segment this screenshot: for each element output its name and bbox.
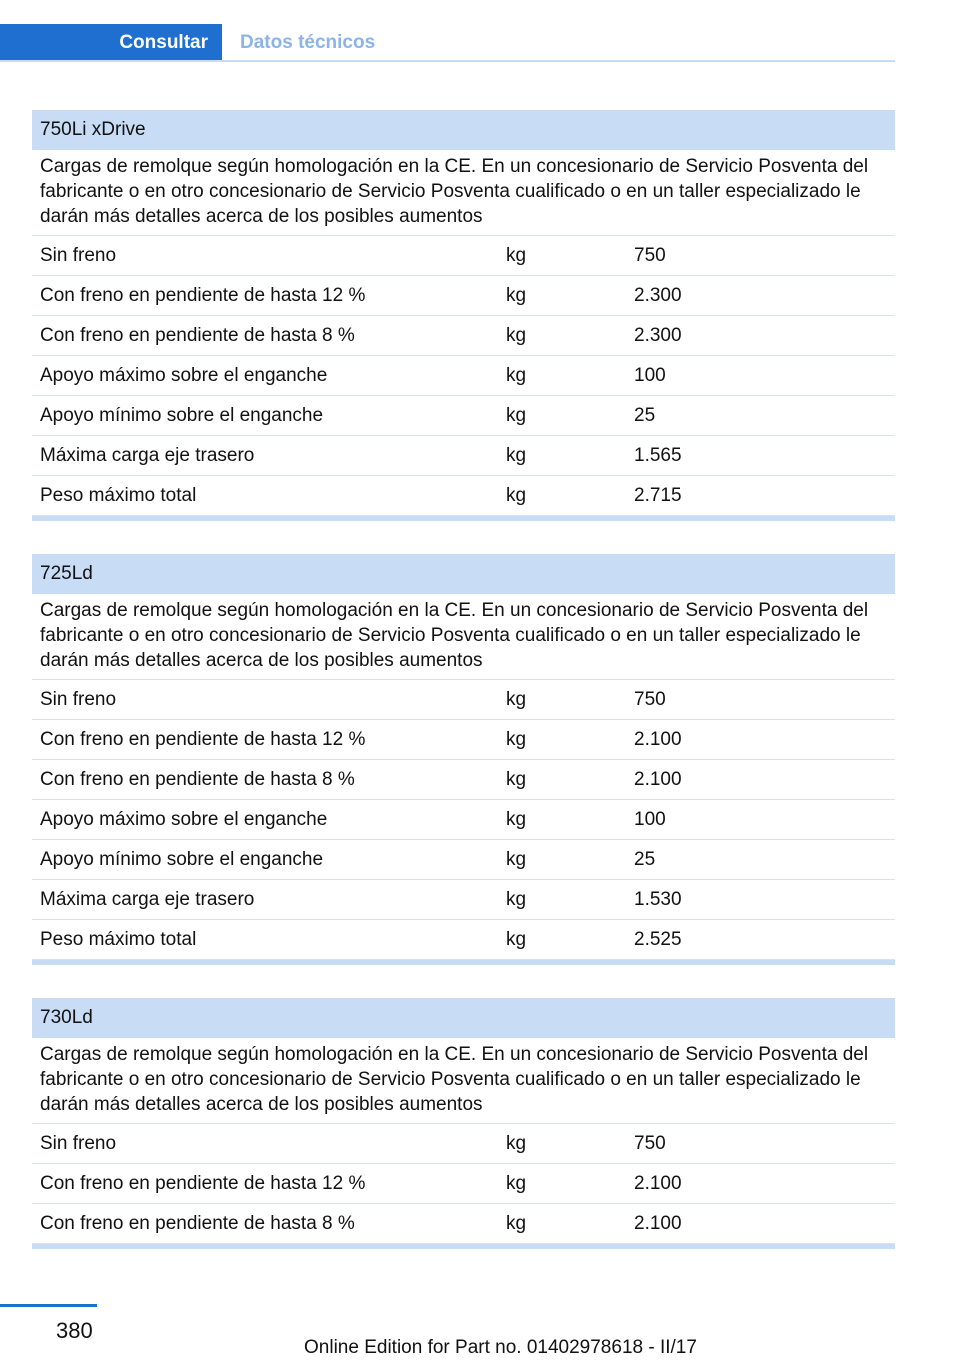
table-title: 725Ld (32, 554, 895, 594)
table-row (32, 1164, 895, 1204)
row-value: 100 (634, 808, 666, 830)
table-row (32, 840, 895, 880)
table-row (32, 396, 895, 436)
row-unit: kg (506, 808, 527, 830)
row-unit: kg (506, 324, 527, 346)
row-label: Sin freno (40, 244, 117, 266)
row-label: Apoyo máximo sobre el enganche (40, 808, 328, 830)
row-label: Máxima carga eje trasero (40, 888, 255, 910)
row-unit: kg (506, 244, 527, 266)
table-description: Cargas de remolque según homologación en la CE. En un concesionario de Servicio Posventa del fabricante o en otro concesionario de Servicio Posventa cualificado o en un taller especializado le darán más detalles acerca de los posibles aumentos (32, 150, 895, 236)
row-label: Peso máximo total (40, 928, 197, 950)
row-label: Con freno en pendiente de hasta 12 % (40, 1172, 366, 1194)
table-description: Cargas de remolque según homologación en la CE. En un concesionario de Servicio Posventa del fabricante o en otro concesionario de Servicio Posventa cualificado o en un taller especializado le darán más detalles acerca de los posibles aumentos (32, 594, 895, 680)
page-header (0, 24, 895, 62)
row-unit: kg (506, 364, 527, 386)
row-label: Con freno en pendiente de hasta 8 % (40, 1212, 355, 1234)
row-value: 1.565 (634, 444, 682, 466)
table-row (32, 920, 895, 960)
row-unit: kg (506, 888, 527, 910)
row-value: 2.100 (634, 768, 682, 790)
row-label: Con freno en pendiente de hasta 8 % (40, 324, 355, 346)
row-unit: kg (506, 928, 527, 950)
table-bottom-rule (32, 516, 895, 521)
row-label: Apoyo máximo sobre el enganche (40, 364, 328, 386)
row-unit: kg (506, 1212, 527, 1234)
row-label: Con freno en pendiente de hasta 8 % (40, 768, 355, 790)
row-value: 25 (634, 848, 656, 870)
tab-consultar[interactable]: Consultar (0, 24, 222, 62)
edition-note: Online Edition for Part no. 01402978618 - II/17 (304, 1337, 697, 1358)
row-value: 2.715 (634, 484, 682, 506)
spec-table-725ld (32, 554, 895, 965)
row-unit: kg (506, 484, 527, 506)
table-description: Cargas de remolque según homologación en la CE. En un concesionario de Servicio Posventa del fabricante o en otro concesionario de Servicio Posventa cualificado o en un taller especializado le darán más detalles acerca de los posibles aumentos (32, 1038, 895, 1124)
row-value: 2.100 (634, 728, 682, 750)
row-unit: kg (506, 848, 527, 870)
table-row (32, 800, 895, 840)
page-number: 380 (56, 1318, 93, 1343)
table-title: 730Ld (32, 998, 895, 1038)
table-row (32, 760, 895, 800)
spec-table-730ld (32, 998, 895, 1249)
table-row (32, 356, 895, 396)
row-label: Sin freno (40, 1132, 117, 1154)
spec-table-750li (32, 110, 895, 521)
table-title: 750Li xDrive (32, 110, 895, 150)
row-label: Apoyo mínimo sobre el enganche (40, 404, 324, 426)
table-row (32, 276, 895, 316)
footer-accent-line (0, 1304, 97, 1307)
row-label: Con freno en pendiente de hasta 12 % (40, 728, 366, 750)
row-value: 2.300 (634, 284, 682, 306)
table-row (32, 1204, 895, 1244)
row-value: 2.100 (634, 1212, 682, 1234)
table-row (32, 436, 895, 476)
table-row (32, 1124, 895, 1164)
row-value: 750 (634, 244, 666, 266)
row-unit: kg (506, 1132, 527, 1154)
row-value: 1.530 (634, 888, 682, 910)
row-value: 100 (634, 364, 666, 386)
table-bottom-rule (32, 1244, 895, 1249)
header-rule (0, 60, 895, 62)
row-unit: kg (506, 1172, 527, 1194)
table-row (32, 880, 895, 920)
row-unit: kg (506, 728, 527, 750)
row-unit: kg (506, 284, 527, 306)
row-value: 750 (634, 688, 666, 710)
tab-datos-tecnicos[interactable]: Datos técnicos (240, 32, 376, 53)
table-row (32, 476, 895, 516)
row-value: 2.100 (634, 1172, 682, 1194)
table-bottom-rule (32, 960, 895, 965)
row-value: 2.525 (634, 928, 682, 950)
row-unit: kg (506, 768, 527, 790)
row-label: Máxima carga eje trasero (40, 444, 255, 466)
row-label: Con freno en pendiente de hasta 12 % (40, 284, 366, 306)
row-value: 750 (634, 1132, 666, 1154)
row-unit: kg (506, 688, 527, 710)
table-row (32, 316, 895, 356)
table-row (32, 680, 895, 720)
table-row (32, 720, 895, 760)
row-value: 2.300 (634, 324, 682, 346)
row-label: Sin freno (40, 688, 117, 710)
row-value: 25 (634, 404, 656, 426)
row-unit: kg (506, 444, 527, 466)
row-unit: kg (506, 404, 527, 426)
row-label: Peso máximo total (40, 484, 197, 506)
row-label: Apoyo mínimo sobre el enganche (40, 848, 324, 870)
table-row (32, 236, 895, 276)
